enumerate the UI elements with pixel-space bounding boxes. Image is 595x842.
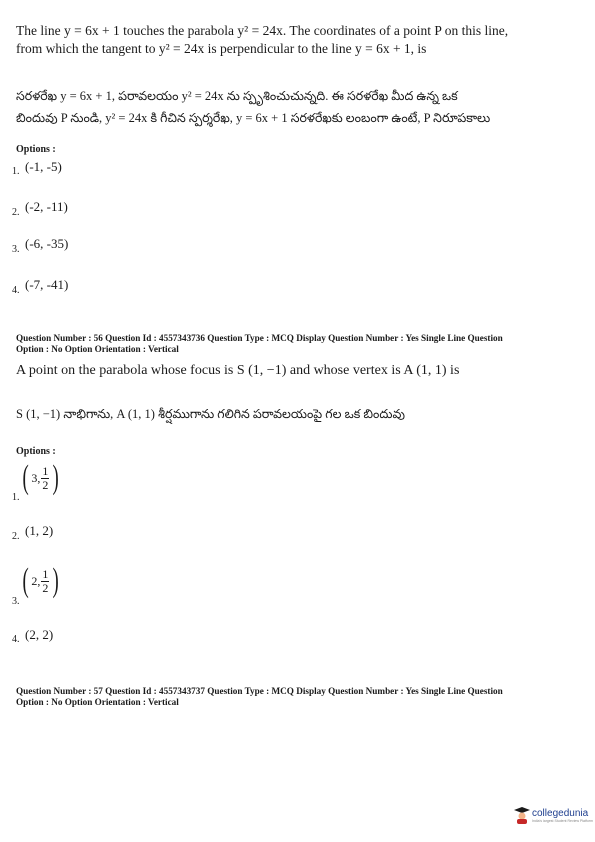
options-label-56: Options : xyxy=(16,446,56,457)
left-paren: ( xyxy=(22,459,29,496)
option-number: 4. xyxy=(12,285,20,296)
option-number: 4. xyxy=(12,634,20,645)
question-56-meta-line1: Question Number : 56 Question Id : 4557343736 Question Type : MCQ Display Question Number : Yes Single Line Question xyxy=(16,333,503,343)
graduate-icon xyxy=(514,806,530,824)
question-55-telugu-line2: బిందువు P నుండి, y² = 24x కి గీచిన స్పర్శరేఖ, y = 6x + 1 సరళరేఖకు లంబంగా ఉంటే, P నిరూపకాలు xyxy=(16,111,491,125)
option-value[interactable]: (2, 2) xyxy=(25,627,54,642)
question-55-telugu-line1: సరళరేఖ y = 6x + 1, పరావలయం y² = 24x ను స్పృశించుచున్నది. ఈ సరళరేఖ మీద ఉన్న ఒక xyxy=(16,89,458,103)
option-number: 3. xyxy=(12,244,20,255)
option-value[interactable]: (-7, -41) xyxy=(25,277,69,292)
question-55-english-line1: The line y = 6x + 1 touches the parabola y² = 24x. The coordinates of a point P on this line, xyxy=(16,23,509,38)
options-label-55: Options : xyxy=(16,144,56,155)
left-paren: ( xyxy=(22,562,29,599)
question-56-english: A point on the parabola whose focus is S (1, −1) and whose vertex is A (1, 1) is xyxy=(16,363,460,378)
question-57-meta-line2: Option : No Option Orientation : Vertical xyxy=(16,697,179,707)
option-number: 1. xyxy=(12,166,20,177)
collegedunia-logo xyxy=(514,806,593,824)
question-56-meta-line2: Option : No Option Orientation : Vertical xyxy=(16,344,179,354)
option-value[interactable]: (-2, -11) xyxy=(25,199,68,214)
question-55-english-line2: from which the tangent to y² = 24x is perpendicular to the line y = 6x + 1, is xyxy=(16,41,427,56)
option-number: 2. xyxy=(12,531,20,542)
question-57-meta-line1: Question Number : 57 Question Id : 4557343737 Question Type : MCQ Display Question Number : Yes Single Line Question xyxy=(16,686,503,696)
option-number: 3. xyxy=(12,596,20,607)
fraction-numerator: 1 xyxy=(42,566,49,581)
fraction-denominator: 2 xyxy=(42,477,49,492)
fraction xyxy=(41,465,49,492)
fraction-numerator: 1 xyxy=(42,463,49,478)
option-whole-part: 3, xyxy=(31,470,41,485)
fraction xyxy=(41,568,49,595)
option-value[interactable]: (-6, -35) xyxy=(25,236,69,251)
right-paren: ) xyxy=(52,459,60,496)
logo-tagline: India's largest Student Review Platform xyxy=(532,818,593,823)
option-whole-part: 2, xyxy=(31,573,41,588)
right-paren: ) xyxy=(52,562,60,599)
option-number: 2. xyxy=(12,207,20,218)
option-value[interactable] xyxy=(20,564,62,598)
fraction-denominator: 2 xyxy=(42,580,49,595)
option-value[interactable] xyxy=(20,461,62,495)
question-56-telugu: S (1, −1) నాభిగాను, A (1, 1) శీర్షముగాను గలిగిన పరావలయంపై గల ఒక బిందువు xyxy=(16,407,405,421)
logo-wordmark: collegedunia xyxy=(532,807,589,819)
option-value[interactable]: (1, 2) xyxy=(25,523,54,538)
option-value[interactable]: (-1, -5) xyxy=(25,159,62,174)
option-number: 1. xyxy=(12,492,20,503)
